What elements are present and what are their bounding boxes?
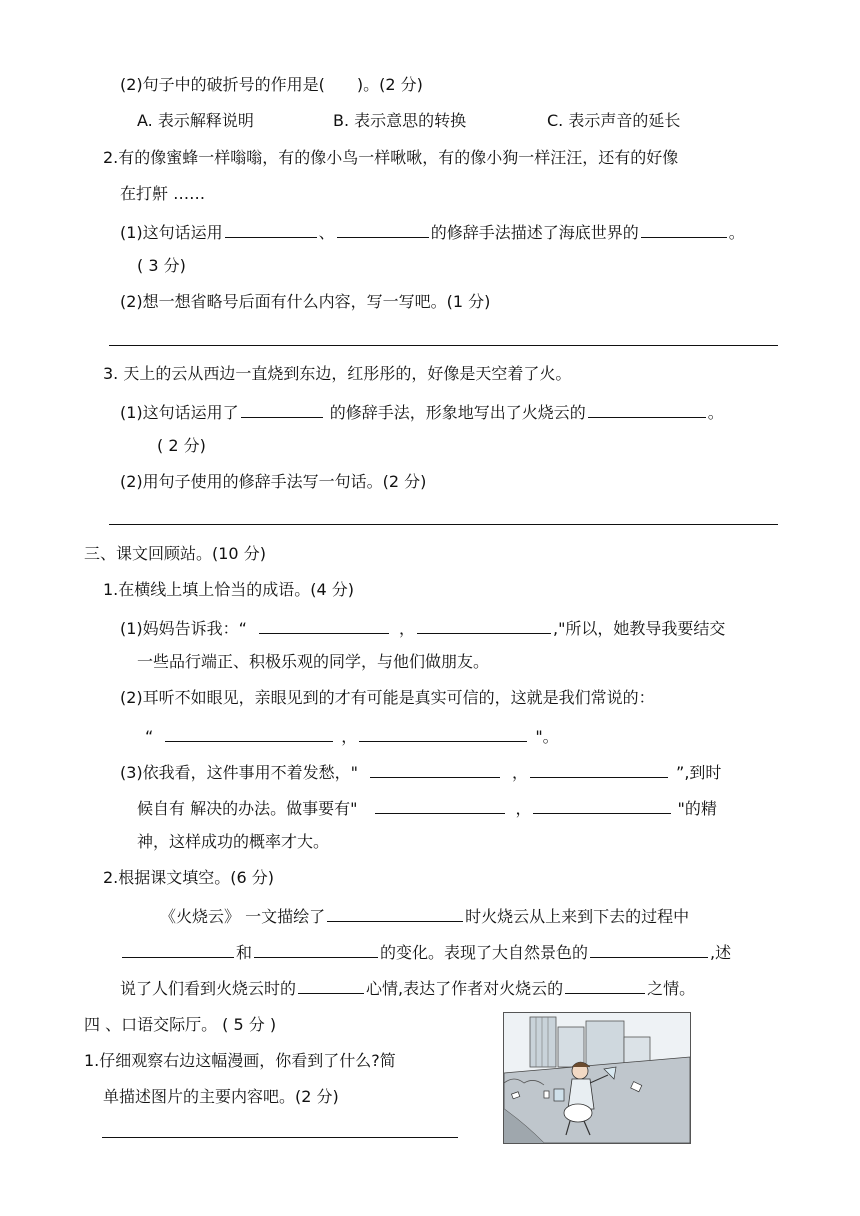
- cartoon-image: [503, 1012, 691, 1144]
- q3-sub2: (2)用句子使用的修辞手法写一句话。(2 分): [120, 472, 427, 491]
- section3-p3-text-a: 说了人们看到火烧云时的: [120, 979, 297, 998]
- answer-blank[interactable]: [417, 615, 551, 634]
- answer-line[interactable]: [109, 524, 778, 525]
- q3-sub1-end: 。: [707, 403, 724, 422]
- answer-blank[interactable]: [375, 795, 505, 814]
- answer-blank[interactable]: [565, 975, 645, 994]
- section3-p1: [160, 903, 689, 928]
- q2-sub1-sep: 、: [318, 223, 335, 242]
- answer-blank[interactable]: [530, 759, 668, 778]
- section3-p1-text-b: 时火烧云从上来到下去的过程中: [465, 907, 690, 926]
- option-c[interactable]: C. 表示声音的延长: [547, 111, 681, 130]
- section3-q2: 2.根据课文填空。(6 分): [103, 868, 275, 887]
- section3-s3-line3: 神，这样成功的概率才大。: [137, 832, 330, 851]
- answer-blank[interactable]: [359, 723, 527, 742]
- section4-title: 四 、口语交际厅。 ( 5 分 ): [84, 1015, 277, 1034]
- q3-sub1: [120, 399, 724, 424]
- answer-blank[interactable]: [370, 759, 500, 778]
- q2-sub1-score: ( 3 分): [137, 256, 186, 275]
- section3-s3-text-d: "的精: [677, 799, 717, 818]
- q1-sub2: (2)句子中的破折号的作用是( )。(2 分): [120, 75, 423, 94]
- answer-blank[interactable]: [298, 975, 364, 994]
- section3-p3-text-b: 心情,表达了作者对火烧云的: [366, 979, 564, 998]
- section3-p1-text-a: 《火烧云》 一文描绘了: [160, 907, 326, 926]
- q2-sub1-text-b: 的修辞手法描述了海底世界的: [430, 223, 639, 242]
- section3-s3-line1: [120, 759, 721, 784]
- section3-s3-text-c: 候自有 解决的办法。做事要有": [137, 799, 358, 818]
- answer-line[interactable]: [109, 345, 778, 346]
- cartoon-illustration: [504, 1013, 690, 1143]
- answer-blank[interactable]: [327, 903, 463, 922]
- answer-blank[interactable]: [641, 219, 727, 238]
- q3-stem: 3. 天上的云从西边一直烧到东边，红彤彤的，好像是天空着了火。: [103, 364, 572, 383]
- section3-p2: [120, 939, 731, 964]
- answer-blank[interactable]: [588, 399, 706, 418]
- answer-blank[interactable]: [225, 219, 317, 238]
- q2-sub1-text-a: (1)这句话运用: [120, 223, 223, 242]
- section3-s1-comma: ，: [398, 619, 415, 638]
- section3-s2-line2: [145, 723, 559, 748]
- section4-q1-line2: 单描述图片的主要内容吧。(2 分): [103, 1087, 339, 1106]
- q2-stem-line1: 2.有的像蜜蜂一样嗡嗡，有的像小鸟一样啾啾，有的像小狗一样汪汪，还有的好像: [103, 148, 679, 167]
- section3-p2-text-c: ,述: [710, 943, 732, 962]
- section3-s3-text-a: (3)依我看，这件事用不着发愁，": [120, 763, 359, 782]
- section3-p2-text-a: 和: [236, 943, 253, 962]
- section3-s3-line2: [137, 795, 717, 820]
- answer-blank[interactable]: [337, 219, 429, 238]
- q3-sub1-text-a: (1)这句话运用了: [120, 403, 239, 422]
- section3-s2-open: “: [145, 727, 154, 746]
- section3-s1-text-a: (1)妈妈告诉我：“: [120, 619, 247, 638]
- q1-options: [137, 110, 680, 132]
- section3-title: 三、课文回顾站。(10 分): [84, 544, 266, 563]
- q3-sub1-text-b: 的修辞手法，形象地写出了火烧云的: [324, 403, 586, 422]
- answer-blank[interactable]: [122, 939, 234, 958]
- answer-line[interactable]: [102, 1137, 458, 1138]
- section3-s2-comma: ，: [341, 727, 358, 746]
- answer-blank[interactable]: [165, 723, 333, 742]
- section3-s1-line1: [120, 615, 725, 640]
- section3-s3-comma: ，: [512, 763, 529, 782]
- q2-sub2: (2)想一想省略号后面有什么内容，写一写吧。(1 分): [120, 292, 491, 311]
- answer-blank[interactable]: [254, 939, 378, 958]
- section3-s2-line1: (2)耳听不如眼见，亲眼见到的才有可能是真实可信的，这就是我们常说的：: [120, 688, 655, 707]
- section3-s3-text-b: ”,到时: [676, 763, 722, 782]
- section3-s1-text-b: ,"所以，她教导我要结交: [552, 619, 726, 638]
- option-a[interactable]: A. 表示解释说明: [137, 111, 254, 130]
- q2-sub1: [120, 219, 745, 244]
- answer-blank[interactable]: [533, 795, 671, 814]
- answer-blank[interactable]: [590, 939, 708, 958]
- section3-q1: 1.在横线上填上恰当的成语。(4 分): [103, 580, 355, 599]
- answer-blank[interactable]: [241, 399, 323, 418]
- section3-p3-text-c: 之情。: [647, 979, 696, 998]
- answer-blank[interactable]: [259, 615, 389, 634]
- section3-s3-comma2: ，: [515, 799, 532, 818]
- q2-stem-line2: 在打鼾 ……: [120, 184, 206, 203]
- section3-s2-close: "。: [535, 727, 559, 746]
- section3-s1-line2: 一些品行端正、积极乐观的同学，与他们做朋友。: [137, 652, 490, 671]
- section4-q1-line1: 1.仔细观察右边这幅漫画，你看到了什么?简: [84, 1051, 396, 1070]
- section3-p3: [120, 975, 695, 1000]
- q2-sub1-end: 。: [728, 223, 745, 242]
- q3-sub1-score: ( 2 分): [157, 436, 206, 455]
- option-b[interactable]: B. 表示意思的转换: [333, 111, 467, 130]
- section3-p2-text-b: 的变化。表现了大自然景色的: [380, 943, 589, 962]
